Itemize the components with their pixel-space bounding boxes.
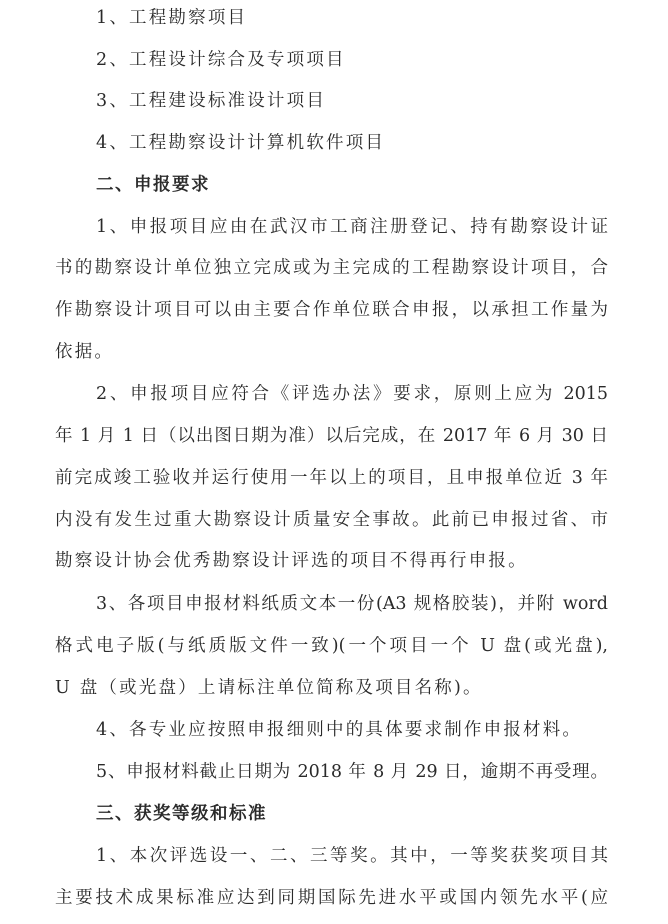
text-line: 1、工程勘察项目: [96, 8, 248, 28]
text-line: 前完成竣工验收并运行使用一年以上的项目，且申报单位近 3 年: [55, 468, 608, 488]
text-line: 4、各专业应按照申报细则中的具体要求制作申报材料。: [96, 720, 583, 740]
text-line: 1、本次评选设一、二、三等奖。其中，一等奖获奖项目其: [96, 846, 608, 866]
text-line: 1、申报项目应由在武汉市工商注册登记、持有勘察设计证: [96, 217, 608, 237]
text-line: 内没有发生过重大勘察设计质量安全事故。此前已申报过省、市: [55, 510, 608, 530]
text-line: 年 1 月 1 日（以出图日期为准）以后完成，在 2017 年 6 月 30 日: [55, 426, 608, 446]
text-line: 作勘察设计项目可以由主要合作单位联合申报，以承担工作量为: [55, 300, 608, 320]
text-line: 5、申报材料截止日期为 2018 年 8 月 29 日，逾期不再受理。: [96, 762, 608, 782]
text-line: 4、工程勘察设计计算机软件项目: [96, 133, 386, 153]
text-line: 2、工程设计综合及专项项目: [96, 50, 346, 70]
text-line: 2、申报项目应符合《评选办法》要求，原则上应为 2015: [96, 384, 608, 404]
text-line: 3、工程建设标准设计项目: [96, 91, 327, 111]
text-line: 依据。: [55, 342, 115, 362]
text-line: 3、各项目申报材料纸质文本一份(A3 规格胶装)，并附 word: [96, 594, 608, 614]
text-line: 勘察设计协会优秀勘察设计评选的项目不得再行申报。: [55, 551, 528, 571]
section-heading: 三、获奖等级和标准: [96, 804, 267, 824]
text-line: 书的勘察设计单位独立完成或为主完成的工程勘察设计项目，合: [55, 258, 608, 278]
text-line: 主要技术成果标准应达到同期国际先进水平或国内领先水平(应: [55, 888, 608, 908]
section-heading: 二、申报要求: [96, 175, 210, 195]
text-line: 格式电子版(与纸质版文件一致)(一个项目一个 U 盘(或光盘),: [55, 636, 608, 656]
text-line: U 盘（或光盘）上请标注单位简称及项目名称)。: [55, 678, 483, 698]
